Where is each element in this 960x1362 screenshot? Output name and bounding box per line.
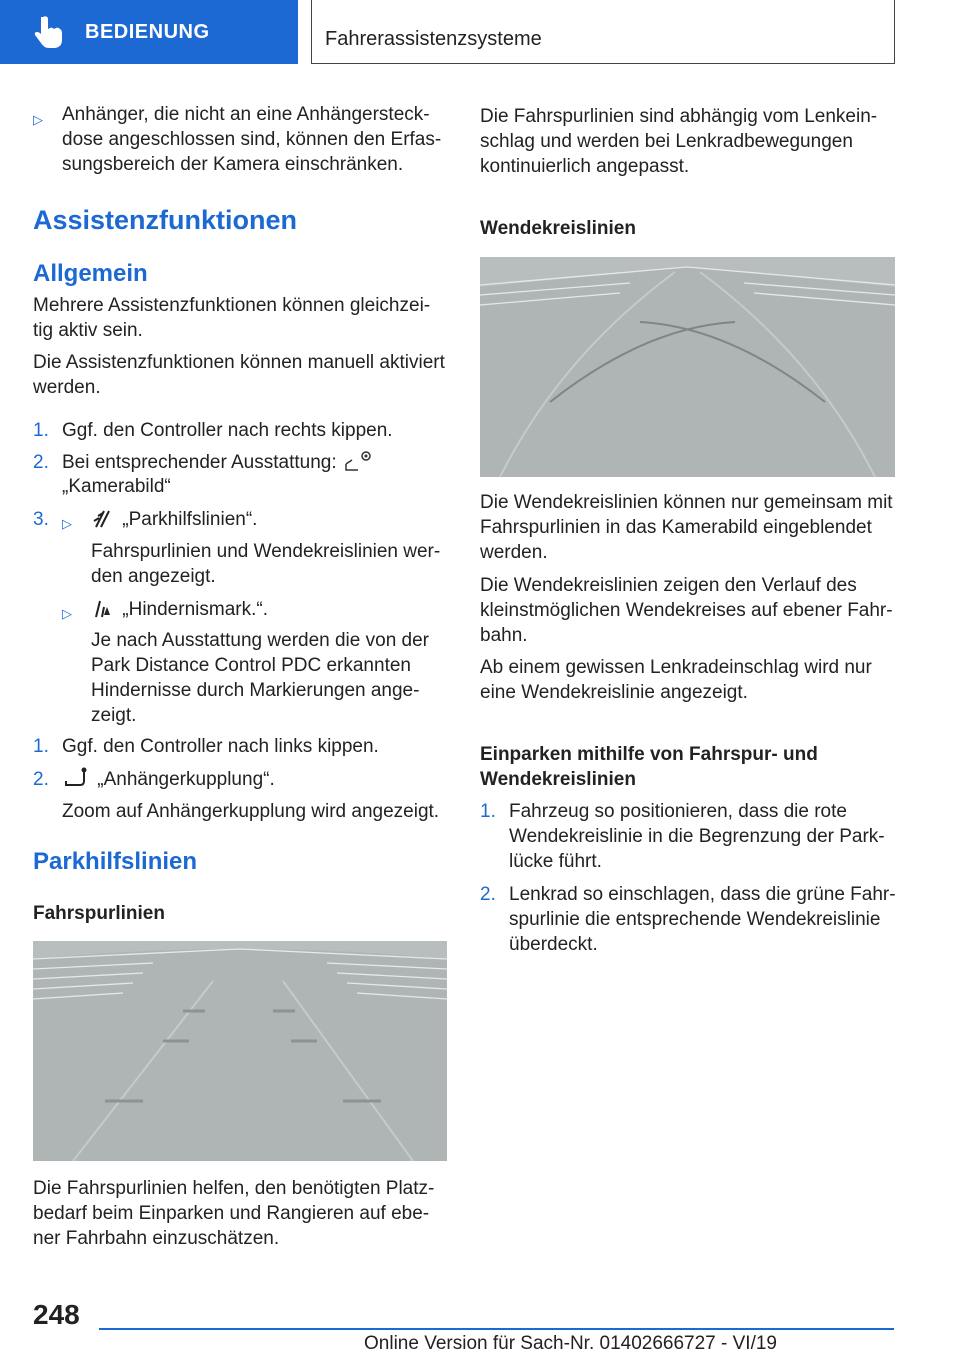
step-text-main: „Hindernismark.“. (122, 599, 268, 620)
step-text (91, 507, 257, 532)
step-text: Ggf. den Controller nach rechts kippen. (62, 420, 393, 441)
footer-online-version: Online Version für Sach-Nr. 01402666727 - VI/19 (364, 1333, 777, 1354)
step-text (62, 450, 378, 475)
obstacle-marker-icon (93, 597, 113, 619)
paragraph-fahrspur-lenk: Die Fahrspurlinien sind abhängig vom Lenkein- schlag und werden bei Lenkradbewegungen kontinuierlich angepasst. (480, 106, 878, 177)
parking-lines-icon (93, 507, 113, 529)
heading-allgemein: Allgemein (33, 260, 148, 287)
hand-pointer-icon (34, 15, 64, 49)
step-sub: Fahrspurlinien und Wendekreislinien wer- den angezeigt. (91, 541, 441, 587)
section-label: BEDIENUNG (85, 21, 210, 43)
triangle-bullet-icon: ▷ (62, 606, 72, 621)
step-text-main: Bei entsprechender Ausstattung: (62, 452, 337, 473)
step-sub: Je nach Ausstattung werden die von der Park Distance Control PDC erkannten Hindernisse durch Markierungen ange- zeigt. (91, 630, 430, 726)
trailer-hitch-icon (64, 767, 88, 789)
step-number: 2. (33, 452, 49, 473)
chapter-title: Fahrerassistenzsysteme (325, 28, 542, 50)
heading-wendekreislinien: Wendekreislinien (480, 218, 636, 239)
triangle-bullet-icon: ▷ (62, 516, 72, 531)
wendekreislinien-image (480, 257, 895, 477)
fahrspurlinien-image (33, 941, 447, 1161)
heading-parkhilfslinien: Parkhilfslinien (33, 848, 198, 875)
paragraph-wende-1: Die Wendekreislinien können nur gemeinsam mit Fahrspurlinien in das Kamerabild eingeblendet werden. (480, 492, 893, 563)
paragraph-allgemein-2: Die Assistenzfunktionen können manuell aktiviert werden. (33, 352, 445, 398)
footer-rule (99, 1328, 894, 1330)
step-text: Ggf. den Controller nach links kippen. (62, 736, 379, 757)
wendekreislinien-illustration (480, 257, 895, 477)
camera-settings-icon (344, 450, 374, 472)
step-text: Fahrzeug so positionieren, dass die rote Wendekreislinie in die Begrenzung der Park- lücke führt. (509, 801, 885, 872)
step-number: 2. (33, 769, 49, 790)
step-number: 1. (33, 420, 49, 441)
step-text: Lenkrad so einschlagen, dass die grüne Fahr- spurlinie die entsprechende Wendekreislinie überdeckt. (509, 884, 896, 955)
chapter-header (311, 0, 895, 64)
step-text-main: „Parkhilfslinien“. (122, 509, 258, 530)
triangle-bullet-icon: ▷ (33, 112, 43, 127)
step-sub: Zoom auf Anhängerkupplung wird angezeigt. (62, 801, 440, 822)
fahrspurlinien-illustration (33, 941, 447, 1161)
step-text-main: „Anhängerkupplung“. (97, 769, 275, 790)
heading-einparken: Einparken mithilfe von Fahrspur- und Wendekreislinien (480, 744, 818, 790)
trailer-note: Anhänger, die nicht an eine Anhängersteck- dose angeschlossen sind, können den Erfas- sungsbereich der Kamera einschränken. (62, 104, 442, 175)
page-number: 248 (33, 1299, 80, 1330)
step-number: 2. (480, 884, 496, 905)
fahrspur-caption: Die Fahrspurlinien helfen, den benötigten Platz- bedarf beim Einparken und Rangieren auf ebe- ner Fahrbahn einzuschätzen. (33, 1178, 435, 1249)
step-text (62, 767, 275, 792)
paragraph-allgemein-1: Mehrere Assistenzfunktionen können gleichzei- tig aktiv sein. (33, 295, 431, 341)
paragraph-wende-3: Ab einem gewissen Lenkradeinschlag wird nur eine Wendekreislinie angezeigt. (480, 657, 872, 703)
step-text (91, 597, 268, 622)
heading-fahrspurlinien: Fahrspurlinien (33, 903, 165, 924)
paragraph-wende-2: Die Wendekreislinien zeigen den Verlauf des kleinstmöglichen Wendekreises auf ebener Fahr- bahn. (480, 575, 893, 646)
section-tab (0, 0, 298, 64)
step-number: 1. (33, 736, 49, 757)
step-number: 3. (33, 509, 49, 530)
step-number: 1. (480, 801, 496, 822)
heading-assistenzfunktionen: Assistenzfunktionen (33, 205, 298, 235)
step-text-line2: „Kamerabild“ (62, 476, 171, 497)
